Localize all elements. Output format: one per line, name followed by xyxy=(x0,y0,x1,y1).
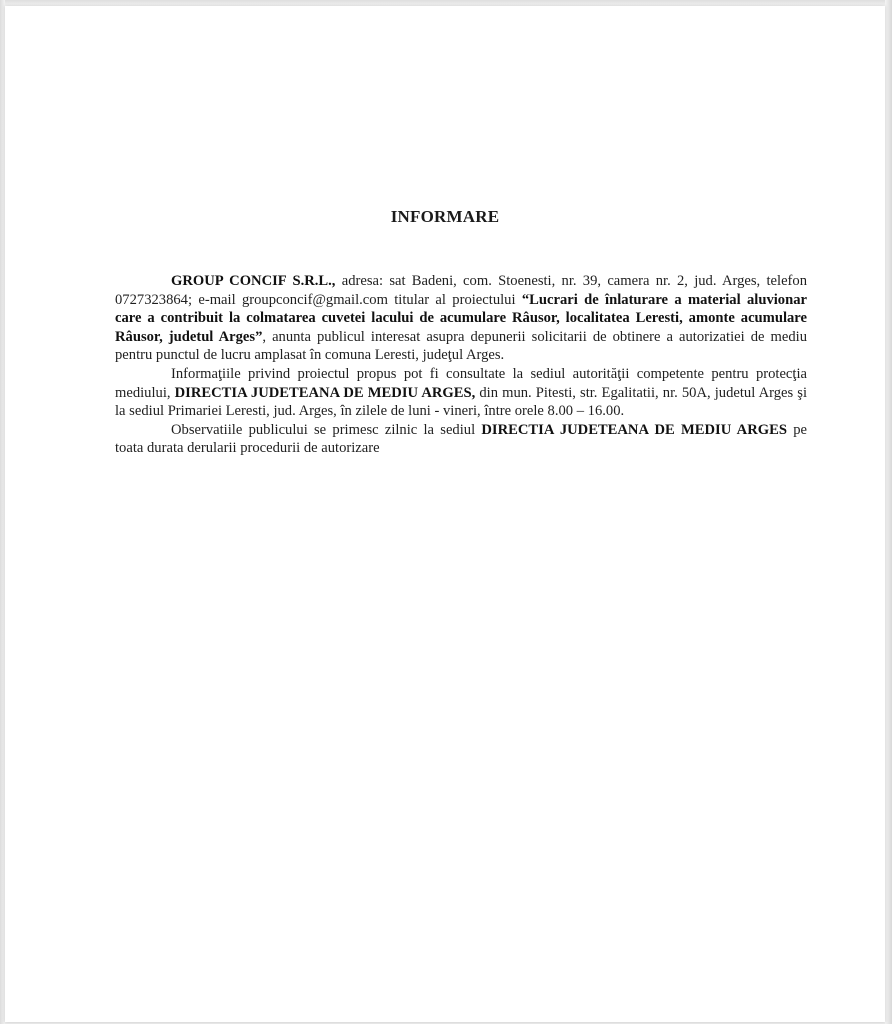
company-name: GROUP CONCIF S.R.L., xyxy=(171,273,336,289)
project-title: “Lucrari de înlaturare a material aluvionar care a contribuit la colmatarea cuvetei lacului de acumulare Râusor, localitatea Leresti, amonte acumulare Râusor, judetul Arges” xyxy=(115,291,807,345)
consultation-text: Informaţiile privind proiectul propus pot fi consultate la sediul autorităţii competente pentru protecţia mediului, xyxy=(115,365,807,401)
document-body xyxy=(115,272,807,458)
observations-authority: DIRECTIA JUDETEANA DE MEDIU ARGES xyxy=(481,421,787,438)
paragraph-consultation xyxy=(115,365,807,421)
announcement-text: , anunta publicul interesat asupra depunerii solicitarii de obtinere a autorizatiei de mediu pentru punctul de lucru amplasat în comuna Leresti, judeţul Arges. xyxy=(115,328,807,364)
document-page xyxy=(5,6,885,1022)
consultation-details: din mun. Pitesti, str. Egalitatii, nr. 50A, judetul Arges şi la sediul Primariei Leresti, jud. Arges, în zilele de luni - vineri, între orele 8.00 – 16.00. xyxy=(115,384,807,420)
document-title: INFORMARE xyxy=(390,207,500,226)
scan-right-edge xyxy=(885,0,892,1024)
authority-name: DIRECTIA JUDETEANA DE MEDIU ARGES, xyxy=(174,384,476,401)
observations-text: Observatiile publicului se primesc zilnic la sediul xyxy=(171,421,482,438)
paragraph-announcement xyxy=(115,272,807,365)
paragraph-observations xyxy=(115,421,807,458)
observations-details: pe toata durata derularii procedurii de autorizare xyxy=(115,421,807,457)
company-details: adresa: sat Badeni, com. Stoenesti, nr. 39, camera nr. 2, jud. Arges, telefon 0727323864; e-mail groupconcif@gmail.com titular al proiectului xyxy=(115,273,807,308)
